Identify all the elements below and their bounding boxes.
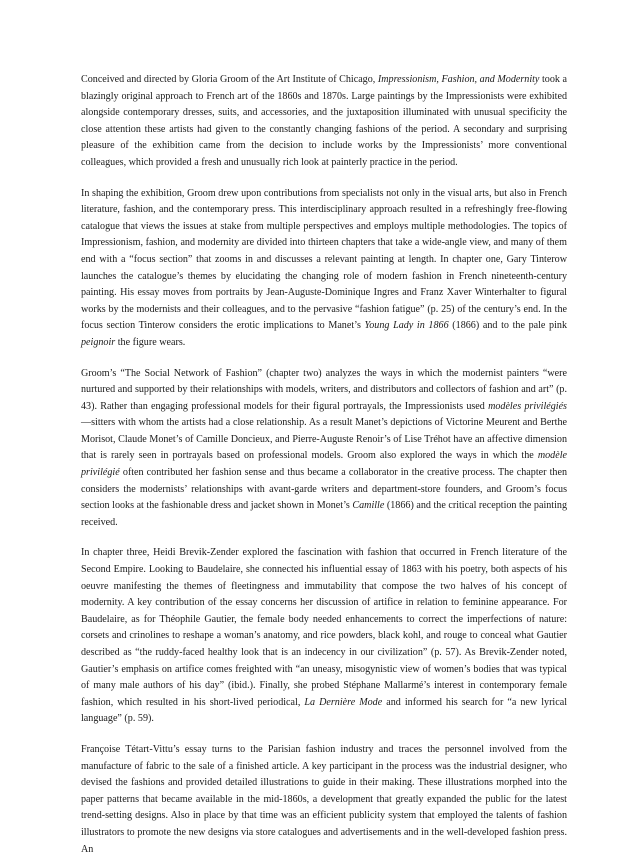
italic-title-text: La Dernière Mode — [304, 696, 383, 708]
paragraph-text: —sitters with whom the artists had a close relationship. As a result Manet’s depictions of Victorine Meurent and Berthe Morisot, Claude Monet’s of Camille Doncieux, and Pierre-Auguste Renoir’s of Lise Tréhot have an affective dimension that is rarely seen in portrayals based on professional models. Groom also explored the ways in which the — [81, 417, 567, 462]
paragraph-shaping-exhibition — [81, 186, 567, 352]
paragraph-intro — [81, 72, 567, 172]
paragraph-text: In chapter three, Heidi Brevik-Zender explored the fascination with fashion that occurred in French literature of the Second Empire. Looking to Baudelaire, she connected his influential essay of 1863 with his poetry, both aspects of his oeuvre manifesting the themes of fleetingness and immutability that compose the two halves of his concept of modernity. A key contribution of the essay concerns her discussion of artifice in relation to feminine appearance. For Baudelaire, as for Théophile Gautier, the female body needed enhancements to correct the imperfections of nature: corsets and crinolines to reshape a woman’s anatomy, and rice powders, black kohl, and rouge to conceal what Gautier described as “the ruddy-faced healthy look that is an indecency in our civilization” (p. 57). As Brevik-Zender noted, Gautier’s emphasis on artifice comes freighted with “an uneasy, misogynistic view of women’s bodies that was typical of many male authors of his day” (ibid.). Finally, she probed Stéphane Mallarmé’s interest in contemporary female fashion, which resulted in his short-lived periodical, — [81, 547, 567, 708]
italic-title-text: Young Lady in 1866 — [364, 320, 449, 332]
paragraph-text: Groom’s “The Social Network of Fashion” (chapter two) analyzes the ways in which the modernist painters “were nurtured and supported by their relationships with models, writers, and distributors and collectors of fashion and art” (p. 43). Rather than engaging professional models for their figural portrayals, the Impressionists used — [81, 367, 567, 412]
italic-title-text: Impressionism, Fashion, and Modernity — [377, 74, 540, 85]
italic-title-text: peignoir — [81, 336, 116, 348]
paragraph-social-network — [81, 366, 567, 532]
paragraph-text: (1866) and to the pale pink — [448, 320, 567, 332]
paragraph-text: took a blazingly original approach to French art of the 1860s and 1870s. Large paintings by the Impressionists were exhibited alongside contemporary dresses, suits, and accessories, and the juxtaposition illuminated with unusual specificity the close attention these artists had given to the constantly changing fashions of the period. A secondary and surprising pleasure of the exhibition came from the decision to include works by the Impressionists’ more conventional colleagues, which provided a fresh and unusually rich look at painterly practice in the period. — [81, 74, 567, 168]
document-body — [81, 72, 567, 858]
paragraph-text: and informed his search for “a new lyrical language” (p. 59). — [81, 696, 567, 725]
paragraph-chapter-three — [81, 545, 567, 728]
paragraph-text: Conceived and directed by Gloria Groom of the Art Institute of Chicago, — [81, 74, 378, 85]
italic-title-text: modèle privilégié — [81, 450, 567, 479]
paragraph-text: (1866) and the critical reception the painting received. — [81, 500, 567, 528]
paragraph-text: Françoise Tétart-Vittu’s essay turns to the Parisian fashion industry and traces the personnel involved from the manufacture of fabric to the sale of a finished article. A key participant in the process was the industrial designer, who devised the fashions and provided detailed illustrations to guide in their making. These illustrations morphed into the paper patterns that became available in the mid-1860s, a development that greatly expanded the public for the latest trend-setting designs. Also in place by that time was an efficient publicity system that employed the talents of fashion illustrators to promote the new designs via store catalogues and advertisements and in the well-developed fashion press. An — [81, 743, 567, 855]
paragraph-text: often contributed her fashion sense and thus became a collaborator in the creative process. The chapter then considers the modernists’ relationships with avant-garde writers and department-store founders, and Groom’s focus section looks at the fashionable dress and jacket shown in Monet’s — [81, 467, 567, 512]
italic-title-text: Camille — [352, 500, 385, 512]
paragraph-fashion-industry — [81, 742, 567, 858]
paragraph-text: In shaping the exhibition, Groom drew upon contributions from specialists not only in the visual arts, but also in French literature, fashion, and the contemporary press. This interdisciplinary approach resulted in a refreshingly free-flowing catalogue that views the issues at stake from multiple perspectives and employs multiple methodologies. The topics of Impressionism, fashion, and modernity are divided into thirteen chapters that take a wide-angle view, and many of them end with a “focus section” that zooms in and discusses a relevant painting at length. In chapter one, Gary Tinterow launches the catalogue’s themes by elucidating the changing role of modern fashion in French nineteenth-century painting. His essay moves from portraits by Jean-Auguste-Dominique Ingres and Franz Xaver Winterhalter to figural works by the modernists and their colleagues, and to the pervasive “fashion fatigue” (p. 25) of the century’s end. In the focus section Tinterow considers the erotic implications to Manet’s — [81, 187, 567, 332]
italic-title-text: modèles privilégiés — [488, 400, 567, 412]
paragraph-text: the figure wears. — [115, 336, 186, 348]
